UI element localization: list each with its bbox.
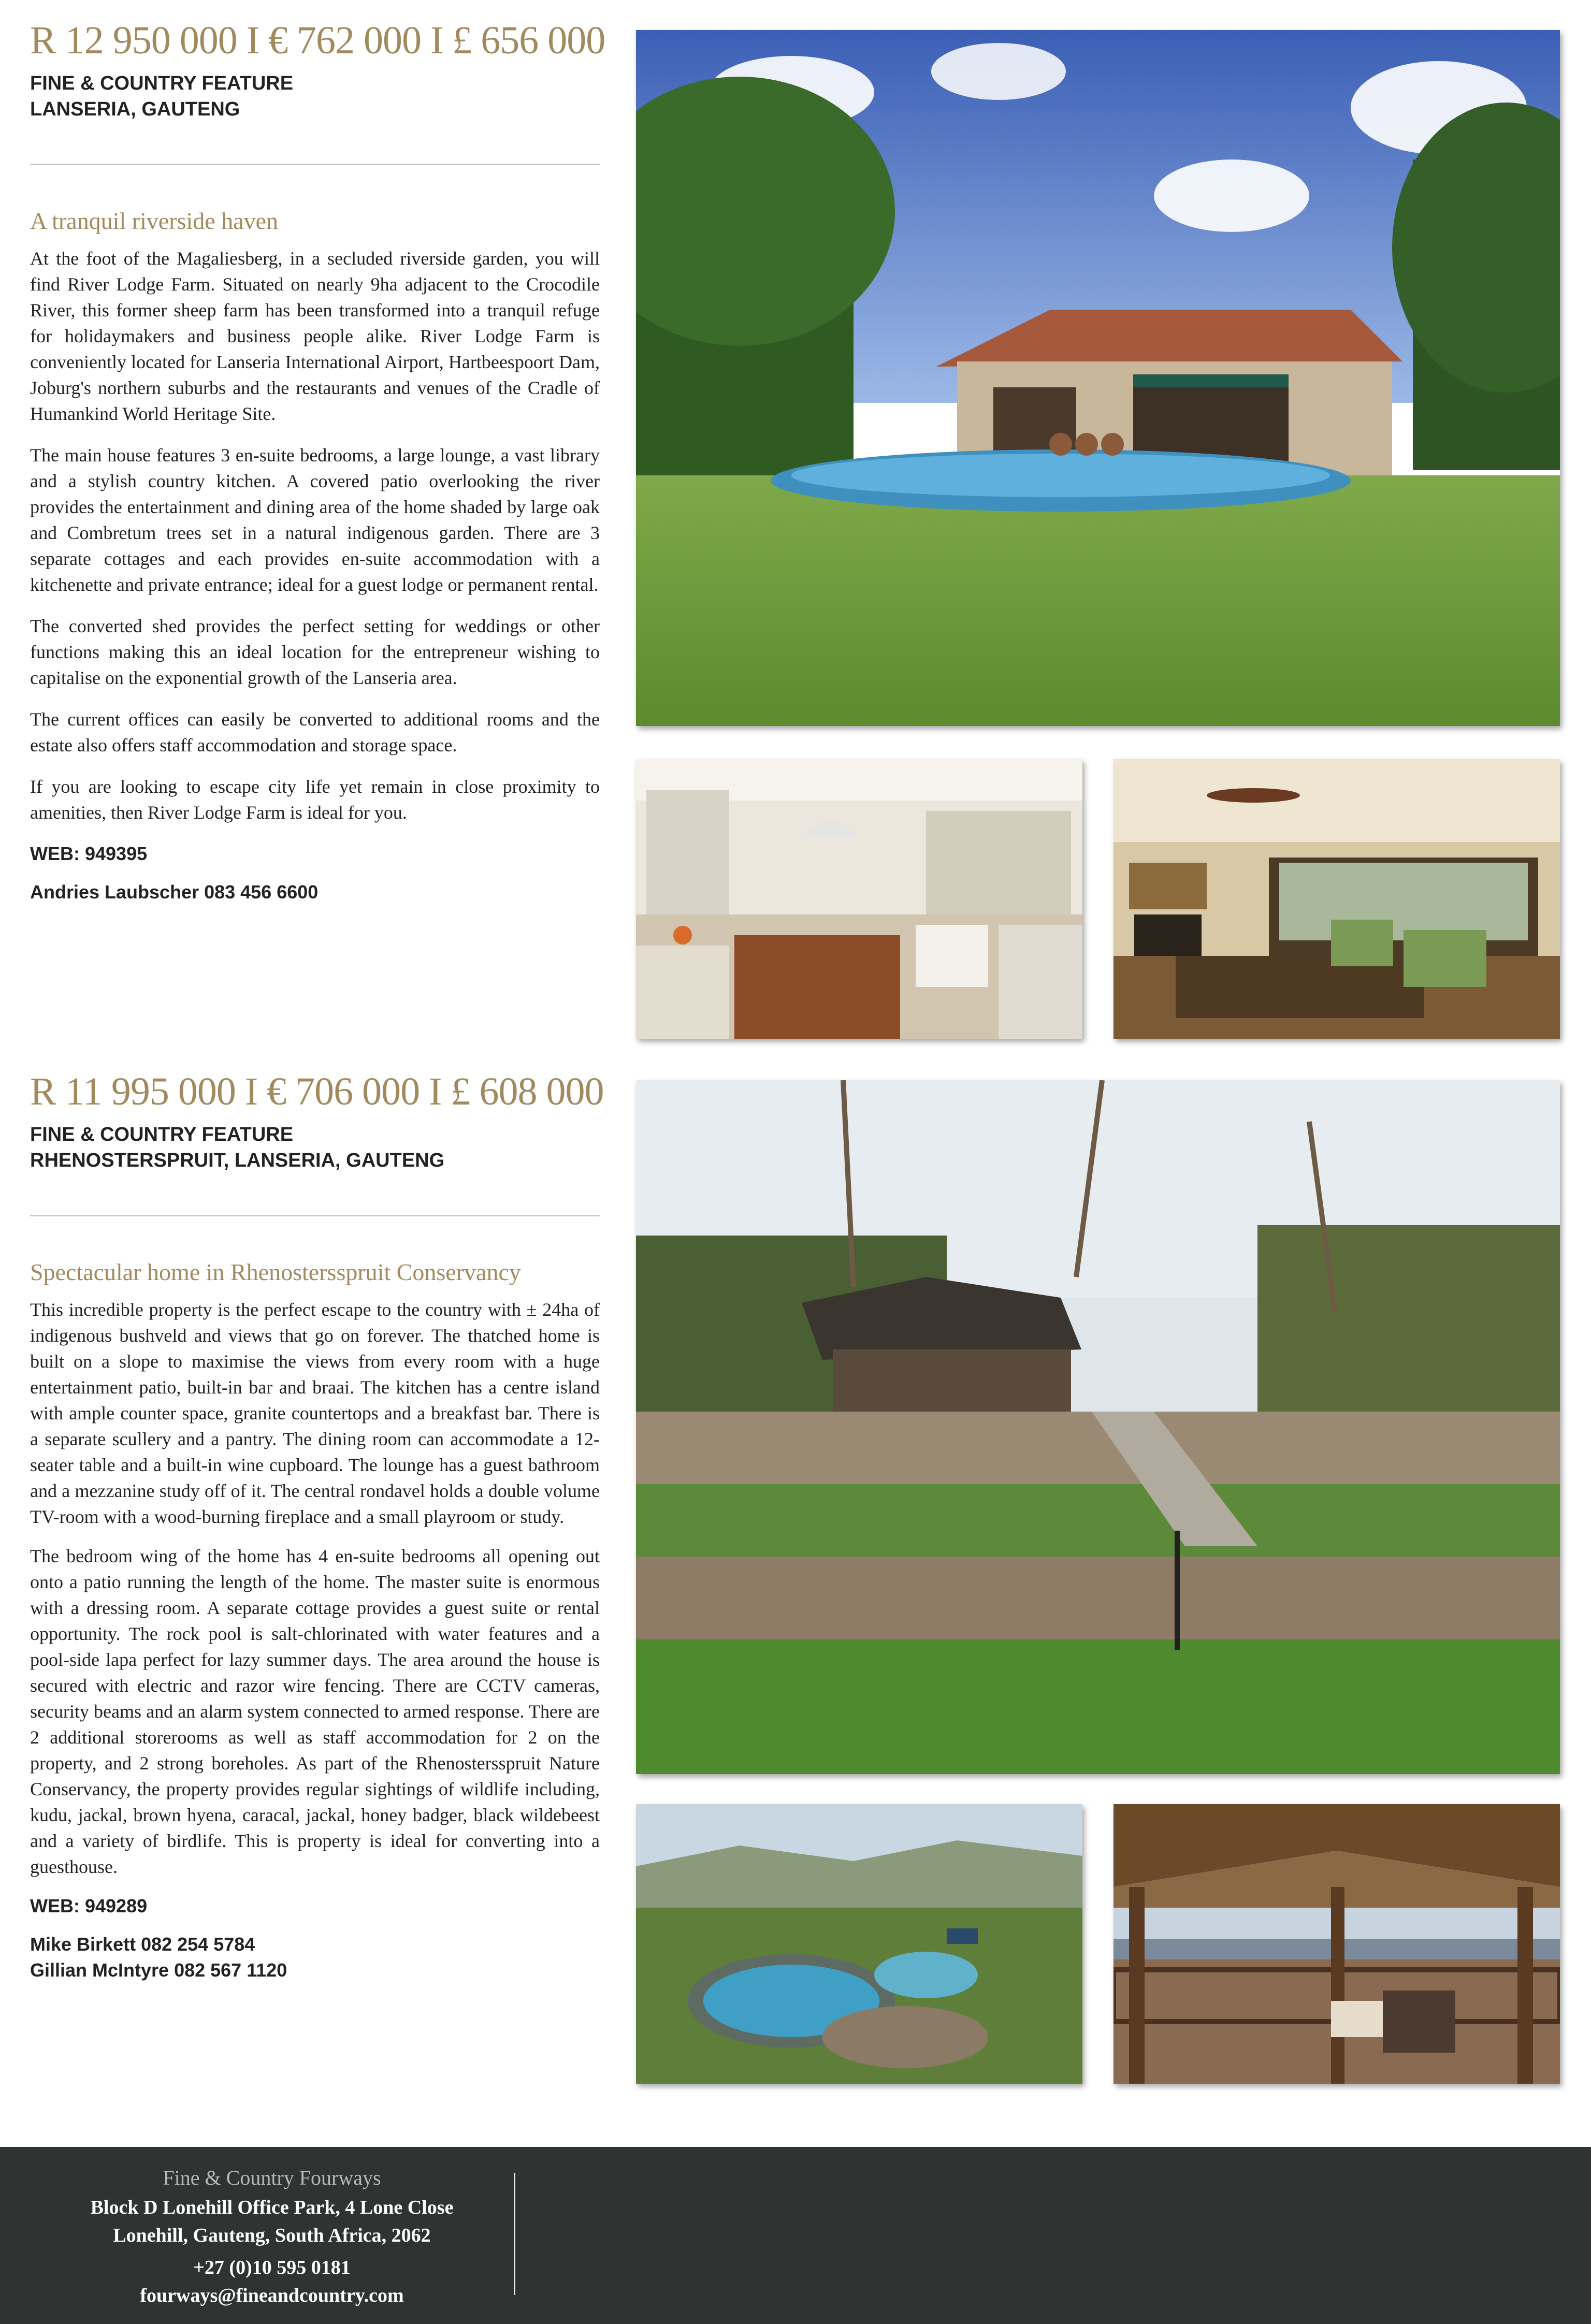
listing-text — [30, 1070, 604, 1983]
location: LANSERIA, GAUTENG — [30, 98, 240, 120]
office-address-line: Block D Lonehill Office Park, 4 Lone Close — [90, 2197, 454, 2218]
description-paragraph: The current offices can easily be converted to additional rooms and the estate also offers staff accommodation and storage space. — [30, 709, 600, 756]
description-paragraph: The main house features 3 en-suite bedrooms, a large lounge, a vast library and a stylish country kitchen. A covered patio overlooking the river provides the entertainment and dining area of the home shaded by large oak and Combretum trees set in a natural indigenous garden. There are 3 separate cottages and each provides en-suite accommodation with a kitchenette and private entrance; ideal for a guest lodge or permanent rental. — [30, 445, 600, 595]
location: RHENOSTERSPRUIT, LANSERIA, GAUTENG — [30, 1150, 445, 1171]
description-paragraph: At the foot of the Magaliesberg, in a secluded riverside garden, you will find River Lodge Farm. Situated on nearly 9ha adjacent to the Crocodile River, this former sheep farm has been transformed into a tranquil refuge for holidaymakers and business people alike. River Lodge Farm is conveniently located for Lanseria International Airport, Hartbeespoort Dam, Joburg's northern suburbs and the restaurants and venues of the Cradle of Humankind World Heritage Site. — [30, 248, 600, 425]
photo-lounge — [1113, 759, 1560, 1039]
photo-house-pool — [636, 30, 1560, 726]
office-footer — [0, 2147, 1591, 2324]
office-address-line: Lonehill, Gauteng, South Africa, 2062 — [113, 2225, 431, 2246]
description-paragraph: This incredible property is the perfect escape to the country with ± 24ha of indigenous bushveld and views that go on forever. The thatched home is built on a slope to maximise the views from every room with a huge entertainment patio, built-in bar and braai. The kitchen has a centre island with ample counter space, granite countertops and a breakfast bar. There is a separate scullery and a pantry. The dining room can accommodate a 12-seater table and a built-in wine cupboard. The lounge has a guest bathroom and a mezzanine study off of it. The central rondavel holds a double volume TV-room with a wood-burning fireplace and a small playroom or study. — [30, 1299, 600, 1528]
photo-lapa-view — [1113, 1804, 1560, 2084]
description-paragraph: The converted shed provides the perfect setting for weddings or other functions making this an ideal location for the entrepreneur wishing to capitalise on the exponential growth of the Lanseria area. — [30, 616, 600, 689]
office-phone: +27 (0)10 595 0181 — [193, 2257, 351, 2278]
agent-contact: Andries Laubscher 083 456 6600 — [30, 881, 319, 903]
divider — [30, 164, 600, 165]
agent-contact: Gillian McIntyre 082 567 1120 — [30, 1959, 287, 1981]
office-contact — [49, 2162, 495, 2310]
listing-river-lodge — [0, 0, 1591, 1056]
listing-rhenostersspruit — [0, 1056, 1591, 2113]
feature-label: FINE & COUNTRY FEATURE — [30, 1124, 294, 1145]
office-name: Fine & Country Fourways — [163, 2166, 381, 2189]
description-paragraph: If you are looking to escape city life yet remain in close proximity to amenities, then River Lodge Farm is ideal for you. — [30, 776, 600, 823]
footer-divider — [514, 2173, 515, 2295]
web-reference: WEB: 949395 — [30, 843, 148, 865]
listing-heading: A tranquil riverside haven — [30, 208, 279, 234]
photo-terraced-garden — [636, 1080, 1560, 1774]
price: R 12 950 000 I € 762 000 I £ 656 000 — [30, 19, 605, 62]
agent-contact: Mike Birkett 082 254 5784 — [30, 1934, 255, 1955]
photo-rock-pool — [636, 1804, 1082, 2084]
feature-label: FINE & COUNTRY FEATURE — [30, 72, 294, 94]
listing-heading: Spectacular home in Rhenostersspruit Conservancy — [30, 1259, 521, 1285]
office-email[interactable]: fourways@fineandcountry.com — [140, 2285, 404, 2306]
photo-kitchen — [636, 759, 1082, 1039]
divider — [30, 1215, 600, 1216]
description-paragraph: The bedroom wing of the home has 4 en-suite bedrooms all opening out onto a patio running the length of the home. The master suite is enormous with a dressing room. A separate cottage provides a guest suite or rental opportunity. The rock pool is salt-chlorinated with water features and a pool-side lapa perfect for lazy summer days. The area around the house is secured with electric and razor wire fencing. There are CCTV cameras, security beams and an alarm system connected to armed response. There are 2 additional storerooms as well as staff accommodation for 2 on the property, and 2 strong boreholes. As part of the Rhenostersspruit Nature Conservancy, the property provides regular sightings of wildlife including, kudu, jackal, brown hyena, caracal, jackal, honey badger, black wildebeest and a variety of birdlife. This is property is ideal for converting into a guesthouse. — [30, 1546, 600, 1878]
listing-text — [30, 19, 605, 905]
web-reference: WEB: 949289 — [30, 1895, 148, 1917]
price: R 11 995 000 I € 706 000 I £ 608 000 — [30, 1070, 604, 1113]
